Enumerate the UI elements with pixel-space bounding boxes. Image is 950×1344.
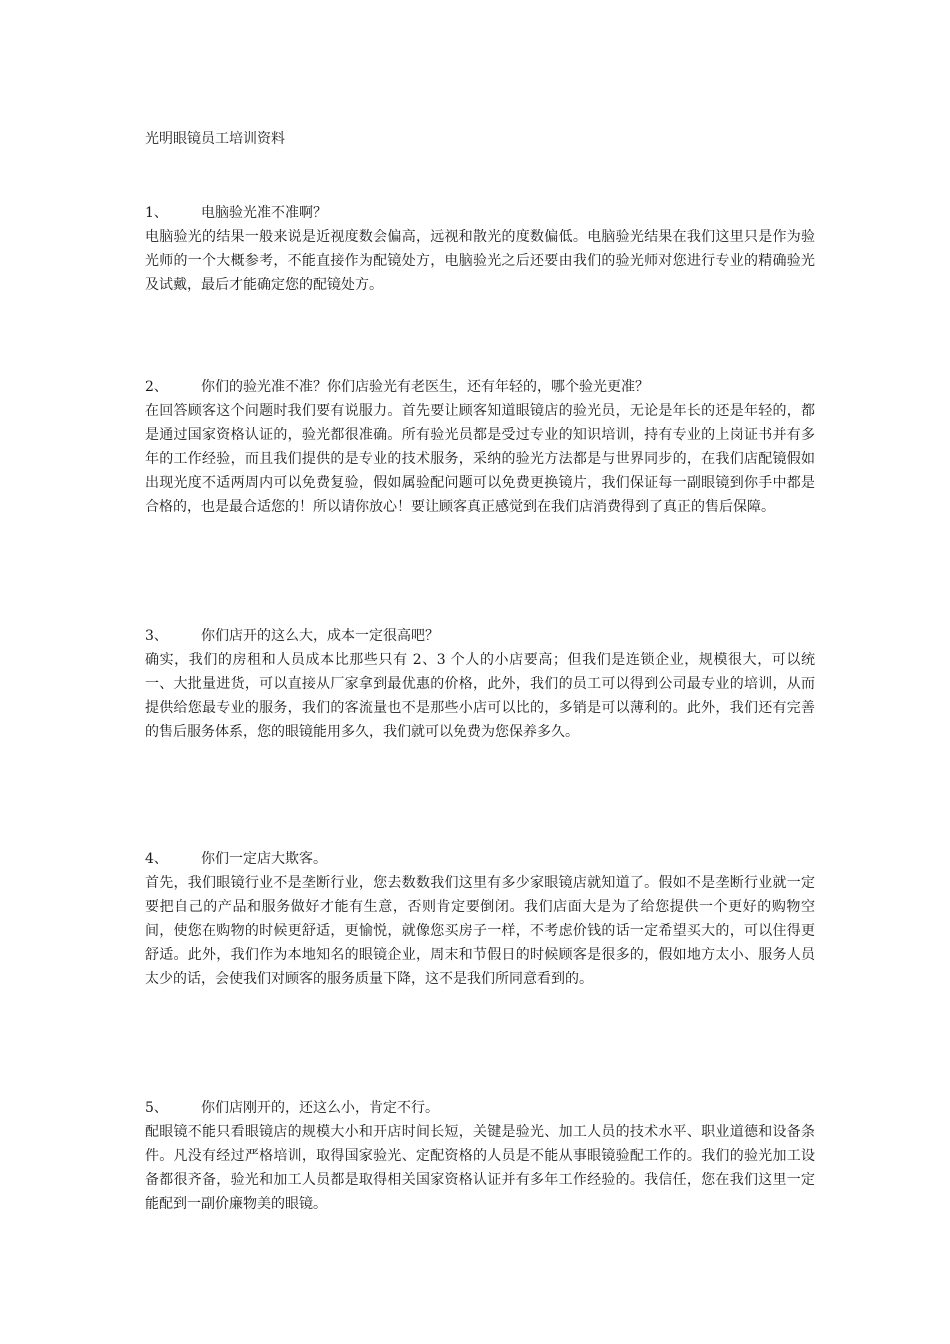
question-text: 电脑验光准不准啊？ [201, 205, 327, 221]
faq-section-1 [145, 201, 815, 297]
faq-section-5 [145, 1096, 815, 1216]
question-text: 你们一定店大欺客。 [201, 851, 327, 867]
question-number: 3、 [145, 628, 168, 644]
question-line [145, 847, 815, 871]
question-text: 你们店刚开的，还这么小，肯定不行。 [201, 1100, 439, 1116]
question-number: 5、 [145, 1100, 168, 1116]
answer-text: 配眼镜不能只看眼镜店的规模大小和开店时间长短，关键是验光、加工人员的技术水平、职业道德和设备条件。凡没有经过严格培训，取得国家验光、定配资格的人员是不能从事眼镜验配工作的。我们的验光加工设备都很齐备，验光和加工人员都是取得相关国家资格认证并有多年工作经验的。我信任，您在我们这里一定能配到一副价廉物美的眼镜。 [145, 1124, 815, 1212]
question-text: 你们的验光准不准？你们店验光有老医生，还有年轻的，哪个验光更准？ [201, 379, 649, 395]
question-line [145, 201, 815, 225]
answer-text: 在回答顾客这个问题时我们要有说服力。首先要让顾客知道眼镜店的验光员，无论是年长的还是年轻的，都是通过国家资格认证的，验光都很准确。所有验光员都是受过专业的知识培训，持有专业的上岗证书并有多年的工作经验，而且我们提供的是专业的技术服务，采纳的验光方法都是与世界同步的，在我们店配镜假如出现光度不适两周内可以免费复验，假如属验配问题可以免费更换镜片，我们保证每一副眼镜到你手中都是合格的，也是最合适您的！所以请你放心！要让顾客真正感觉到在我们店消费得到了真正的售后保障。 [145, 403, 815, 515]
answer-text: 确实，我们的房租和人员成本比那些只有 2、3 个人的小店要高；但我们是连锁企业，规模很大，可以统一、大批量进货，可以直接从厂家拿到最优惠的价格，此外，我们的员工可以得到公司最专业的培训，从而提供给您最专业的服务，我们的客流量也不是那些小店可以比的，多销是可以薄利的。此外，我们还有完善的售后服务体系，您的眼镜能用多久，我们就可以免费为您保养多久。 [145, 652, 815, 740]
question-number: 4、 [145, 851, 168, 867]
faq-section-3 [145, 624, 815, 744]
faq-section-2 [145, 375, 815, 519]
answer-text: 电脑验光的结果一般来说是近视度数会偏高，远视和散光的度数偏低。电脑验光结果在我们这里只是作为验光师的一个大概参考，不能直接作为配镜处方，电脑验光之后还要由我们的验光师对您进行专业的精确验光及试戴，最后才能确定您的配镜处方。 [145, 229, 815, 293]
question-line [145, 1096, 815, 1120]
faq-section-4 [145, 847, 815, 991]
question-line [145, 624, 815, 648]
document-title: 光明眼镜员工培训资料 [145, 131, 285, 147]
answer-text: 首先，我们眼镜行业不是垄断行业，您去数数我们这里有多少家眼镜店就知道了。假如不是垄断行业就一定要把自己的产品和服务做好才能有生意，否则肯定要倒闭。我们店面大是为了给您提供一个更好的购物空间，使您在购物的时候更舒适，更愉悦，就像您买房子一样，不考虑价钱的话一定希望买大的，可以住得更舒适。此外，我们作为本地知名的眼镜企业，周末和节假日的时候顾客是很多的，假如地方太小、服务人员太少的话，会使我们对顾客的服务质量下降，这不是我们所同意看到的。 [145, 875, 815, 987]
question-line [145, 375, 815, 399]
question-number: 1、 [145, 205, 168, 221]
question-text: 你们店开的这么大，成本一定很高吧？ [201, 628, 439, 644]
question-number: 2、 [145, 379, 168, 395]
